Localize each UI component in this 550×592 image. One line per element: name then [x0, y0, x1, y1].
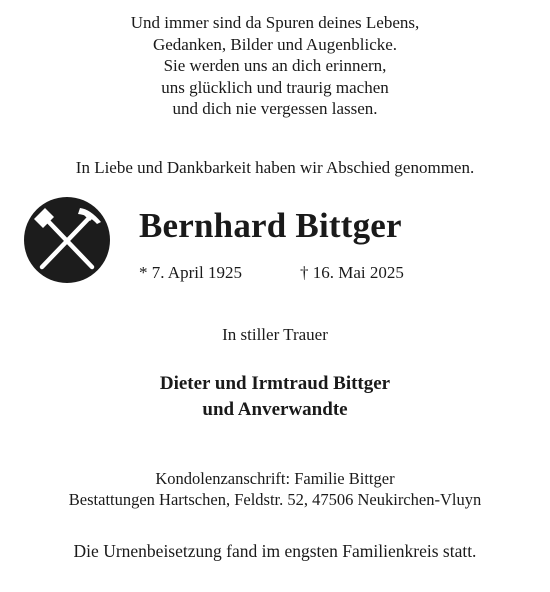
burial-note: Die Urnenbeisetzung fand im engsten Familienkreis statt. — [73, 541, 477, 561]
poem — [0, 12, 550, 120]
condolence-address — [0, 468, 550, 510]
death-date: † 16. Mai 2025 — [300, 263, 404, 282]
condolence-line: Bestattungen Hartschen, Feldstr. 52, 47506 Neukirchen-Vluyn — [68, 490, 482, 509]
farewell-text: In Liebe und Dankbarkeit haben wir Abschied genommen. — [75, 158, 475, 177]
poem-line: uns glücklich und traurig machen — [161, 77, 389, 97]
family-names — [0, 371, 550, 423]
hammer-and-pick-icon — [22, 195, 112, 285]
poem-line: Gedanken, Bilder und Augenblicke. — [152, 34, 398, 54]
mourning-text: In stiller Trauer — [222, 325, 328, 344]
birth-date: * 7. April 1925 — [139, 263, 242, 282]
poem-line: Sie werden uns an dich erinnern, — [163, 56, 387, 75]
family-line: Dieter und Irmtraud Bittger — [159, 373, 391, 394]
condolence-line: Kondolenzanschrift: Familie Bittger — [155, 469, 395, 488]
deceased-name: Bernhard Bittger — [139, 206, 402, 245]
poem-line: und dich nie vergessen lassen. — [172, 99, 378, 118]
family-line: und Anverwandte — [202, 399, 348, 420]
poem-line: Und immer sind da Spuren deines Lebens, — [130, 13, 420, 32]
